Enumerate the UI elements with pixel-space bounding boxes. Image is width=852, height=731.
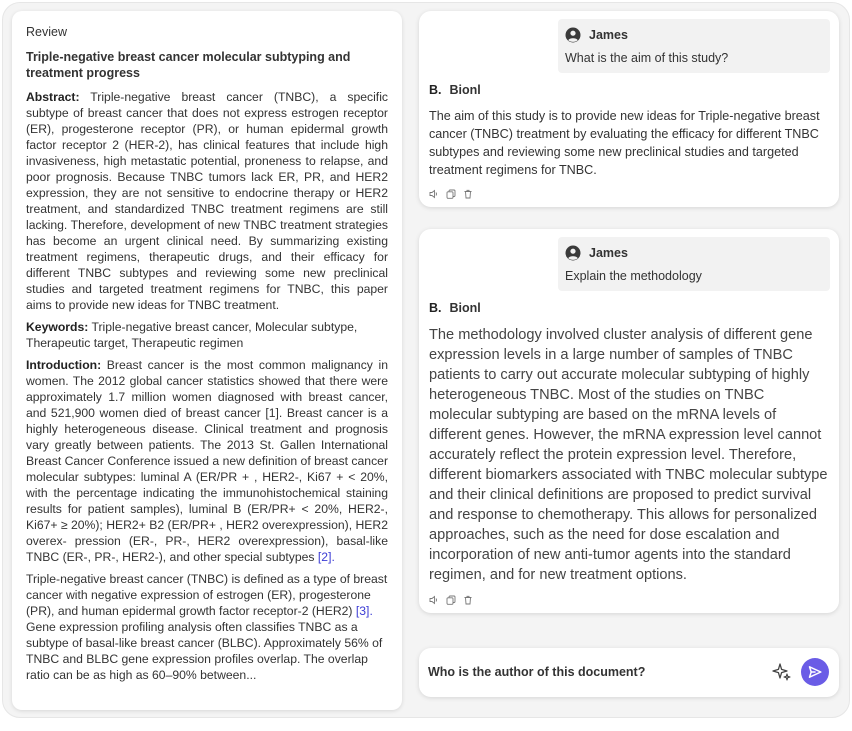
- introduction-text: Breast cancer is the most common malignancy in women. The 2012 global cancer statistics showed that there were approximately 1.7 million women diagnosed with breast cancer, and 521,900 women died of breast cancer [1]. Breast cancer is a highly heterogeneous disease. Clinical treatment and prognosis vary greatly between patients. The 2013 St. Gallen International Breast Cancer Conference issued a new definition of breast cancer molecular subtypes: luminal A (ER/PR + , HER2-, Ki67 + < 20%, with the percentage indicating the immunohistochemical staining results for patient samples), luminal B (ER/PR+ < 20%, HER2-, Ki67+ ≥ 20%); HER2+ B2 (ER/PR+ , HER2 overexpression), HER2 overex- pression (ER-, PR-, HER2 overexpression), basal-like TNBC (ER-, PR-, HER2-), and other special subtypes: [26, 358, 389, 564]
- user-avatar-icon: [565, 27, 581, 43]
- question-text: Explain the methodology: [565, 269, 702, 283]
- abstract-label: Abstract:: [26, 90, 80, 104]
- keywords-text: Triple-negative breast cancer, Molecular subtype, Therapeutic target, Therapeutic regimen: [26, 320, 358, 350]
- answer-actions: [429, 592, 829, 602]
- introduction-paragraph: [26, 357, 388, 565]
- answer-actions: [429, 186, 829, 196]
- sparkle-icon[interactable]: [772, 662, 792, 682]
- chat-input[interactable]: [428, 661, 758, 683]
- keywords-label: Keywords:: [26, 320, 89, 334]
- trash-icon[interactable]: [463, 186, 473, 196]
- send-icon: [808, 665, 822, 679]
- user-avatar-icon: [565, 245, 581, 261]
- paragraph-text: Triple-negative breast cancer (TNBC) is defined as a type of breast cancer with negative expression of estrogen (ER), progesterone (PR), and human epidermal growth factor receptor-2 (HER2): [26, 572, 388, 618]
- user-question-bubble: [558, 237, 830, 291]
- bionl-logo-icon: B.: [429, 301, 442, 315]
- chat-input-bar: [419, 648, 839, 697]
- keywords-paragraph: [26, 319, 388, 351]
- citation-link[interactable]: [3].: [355, 604, 373, 618]
- document-panel: [12, 11, 402, 710]
- bot-name: Bionl: [449, 301, 481, 315]
- user-name: James: [589, 246, 628, 260]
- answer-text: The aim of this study is to provide new ideas for Triple-negative breast cancer (TNBC) treatment by evaluating the efficacy for different TNBC subtypes and reviewing some new preclinical studies and targeted treatment regimens for TNBC.: [429, 109, 820, 177]
- introduction-label: Introduction:: [26, 358, 102, 372]
- speaker-icon[interactable]: [429, 186, 439, 196]
- bot-header: [429, 301, 829, 315]
- bot-header: [429, 83, 829, 97]
- send-button[interactable]: [801, 658, 829, 686]
- chat-exchange: [419, 229, 839, 613]
- abstract-paragraph: [26, 89, 388, 313]
- user-question-bubble: [558, 19, 830, 73]
- bionl-logo-icon: B.: [429, 83, 442, 97]
- paragraph-text: Gene expression profiling analysis often classifies TNBC as a subtype of basal-like breast cancer (BLBC). Approximately 56% of TNBC and BLBC gene expression profiles overlap. The overlap ratio can be as high as 60–90% between...: [26, 620, 383, 682]
- answer-text: The methodology involved cluster analysis of different gene expression levels in a large number of samples of TNBC patients to carry out accurate molecular subtyping of highly heterogeneous TNBC. Most of the studies on TNBC molecular subtyping are based on the mRNA levels of different genes. However, the mRNA expression level cannot accurately reflect the protein expression level. Therefore, different biomarkers associated with TNBC molecular subtype and their clinical definitions are proposed to predict survival and response to chemotherapy. This allows for personalized approaches, such as the need for dose escalation and incorporation of new anti-tumor agents into the standard regimen, and for new treatment options.: [429, 327, 828, 583]
- trash-icon[interactable]: [463, 592, 473, 602]
- document-type-label: Review: [26, 25, 67, 39]
- question-text: What is the aim of this study?: [565, 51, 729, 65]
- user-name: James: [589, 28, 628, 42]
- citation-link[interactable]: [2].: [317, 550, 335, 564]
- bot-name: Bionl: [449, 83, 481, 97]
- copy-icon[interactable]: [446, 592, 456, 602]
- tnbc-definition-paragraph: [26, 571, 388, 683]
- chat-exchange: [419, 11, 839, 207]
- document-title: Triple-negative breast cancer molecular subtyping and treatment progress: [26, 50, 351, 80]
- speaker-icon[interactable]: [429, 592, 439, 602]
- abstract-text: Triple-negative breast cancer (TNBC), a specific subtype of breast cancer that does not express estrogen receptor (ER), progesterone receptor (PR), or human epidermal growth factor receptor 2 (HER-2), has clinical features that include high invasiveness, high metastatic potential, proneness to relapse, and poor prognosis. Because TNBC tumors lack ER, PR, and HER2 expression, they are not sensitive to endocrine therapy or HER2 treatment, and standardized TNBC treatment regimens are still lacking. Therefore, development of new TNBC treatment strategies has become an urgent clinical need. By summarizing existing treatment regimens, therapeutic drugs, and their efficacy for different TNBC subtypes and reviewing some new preclinical studies and targeted treatment regimens for TNBC, this paper aims to provide new ideas for TNBC treatment.: [26, 90, 388, 312]
- copy-icon[interactable]: [446, 186, 456, 196]
